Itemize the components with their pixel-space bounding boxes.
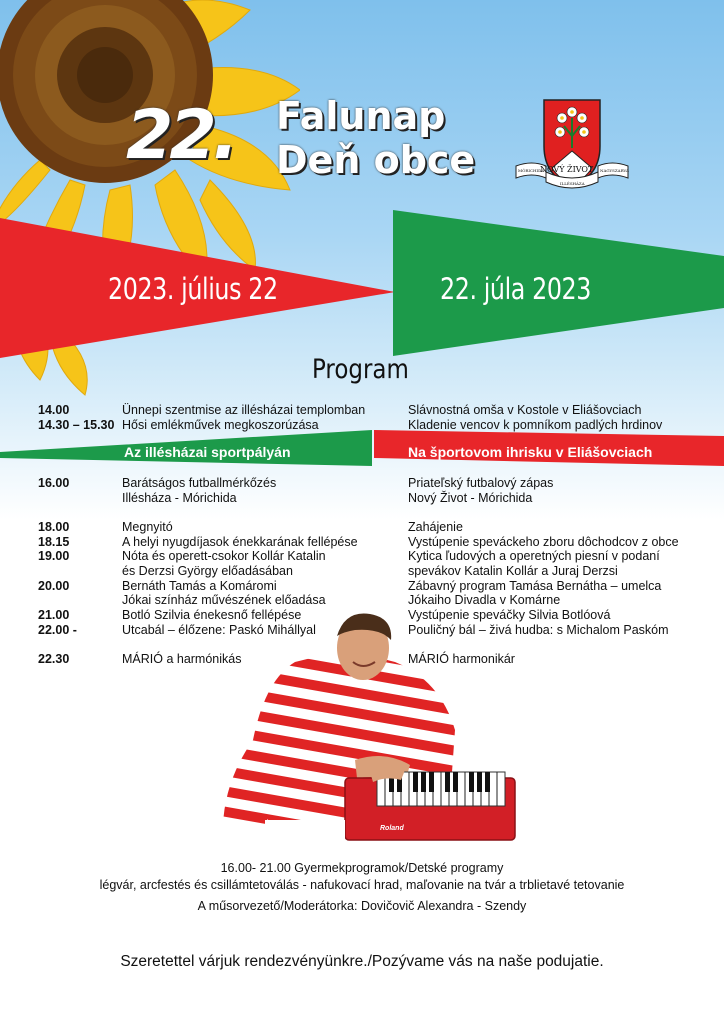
row-hu: Jókai színház művészének előadása — [122, 593, 326, 607]
row-time: 14.30 – 15.30 — [38, 418, 115, 432]
crest-ribbon-mid: ILLÉSHÁZA — [560, 181, 585, 186]
row-time: 22.30 — [38, 652, 70, 666]
accordion-brand: Roland — [380, 825, 404, 832]
row-time: 14.00 — [38, 403, 70, 417]
row-sk: spevákov Katalin Kollár a Juraj Derzsi — [408, 564, 618, 578]
program-heading: Program — [312, 354, 409, 385]
row-hu: Barátságos futballmérkőzés — [122, 476, 277, 490]
row-sk: Kladenie vencov k pomníkom padlých hrdinov — [408, 418, 663, 432]
row-sk: Vystúpenie speváckeho zboru dôchodcov z obce — [408, 535, 679, 549]
row-sk: Kytica ľudových a operetných piesní v podaní — [408, 549, 660, 563]
row-hu: Megnyitó — [122, 520, 173, 534]
row-hu: Ünnepi szentmise az illésházai templomban — [122, 403, 366, 417]
crest-motto: NOVÝ ŽIVOT — [540, 165, 594, 174]
row-time: 16.00 — [38, 476, 70, 490]
row-sk: Zahájenie — [408, 520, 463, 534]
invitation-line: Szeretettel várjuk rendezvényünkre./Pozývame vás na naše podujatie. — [120, 953, 604, 970]
row-hu: és Derzsi György előadásában — [122, 564, 293, 578]
row-hu: Hősi emlékművek megkoszorúzása — [122, 418, 319, 432]
row-time: 21.00 — [38, 608, 70, 622]
accordion-player-photo — [205, 600, 525, 845]
row-sk: Pouličný bál – živá hudba: s Michalom Paskóm — [408, 623, 669, 637]
title-hungarian: Falunap — [276, 94, 446, 138]
row-hu: Bernáth Tamás a Komáromi — [122, 579, 277, 593]
row-sk: MÁRIÓ harmonikár — [408, 652, 515, 666]
row-time: 18.15 — [38, 535, 70, 549]
row-sk: Nový Život - Mórichida — [408, 491, 533, 505]
row-time: 20.00 — [38, 579, 70, 593]
row-sk: Priateľský futbalový zápas — [408, 476, 554, 490]
row-hu: Botló Szilvia énekesnő fellépése — [122, 608, 302, 622]
venue-hungarian: Az illésházai sportpályán — [124, 444, 291, 460]
title-slovak: Deň obce — [276, 138, 476, 182]
row-sk: Jókaiho Divadla v Komárne — [408, 593, 561, 607]
row-sk: Zábavný program Tamása Bernátha – umelca — [408, 579, 662, 593]
row-sk: Slávnostná omša v Kostole v Eliášovciach — [408, 403, 642, 417]
row-time: 22.00 - — [38, 623, 77, 637]
date-slovak: 22. júla 2023 — [440, 272, 591, 306]
row-hu: A helyi nyugdíjasok énekkarának fellépése — [122, 535, 358, 549]
row-hu: Nóta és operett-csokor Kollár Katalin — [122, 549, 326, 563]
children-programs: 16.00- 21.00 Gyermekprogramok/Detské programy — [220, 861, 504, 875]
children-activities: légvár, arcfestés és csillámtetoválás - nafukovací hrad, maľovanie na tvár a trblietavé tetovanie — [99, 878, 625, 892]
row-hu: Utcabál – élőzene: Paskó Mihállyal — [122, 623, 316, 637]
date-hungarian: 2023. július 22 — [108, 272, 278, 306]
row-time: 19.00 — [38, 549, 70, 563]
row-hu: MÁRIÓ a harmónikás — [122, 652, 242, 666]
row-hu: Illésháza - Mórichida — [122, 491, 237, 505]
moderator-line: A műsorvezető/Moderátorka: Dovičovič Alexandra - Szendy — [197, 899, 527, 913]
crest-ribbon-right: NAGYSZARVA — [600, 168, 629, 173]
row-time: 18.00 — [38, 520, 70, 534]
crest-ribbon-left: MÓRICHIDA — [518, 168, 545, 173]
edition-number: 22. — [126, 96, 235, 175]
venue-slovak: Na športovom ihrisku v Eliášovciach — [408, 444, 653, 460]
row-sk: Vystúpenie speváčky Silvia Botlóová — [408, 608, 611, 622]
